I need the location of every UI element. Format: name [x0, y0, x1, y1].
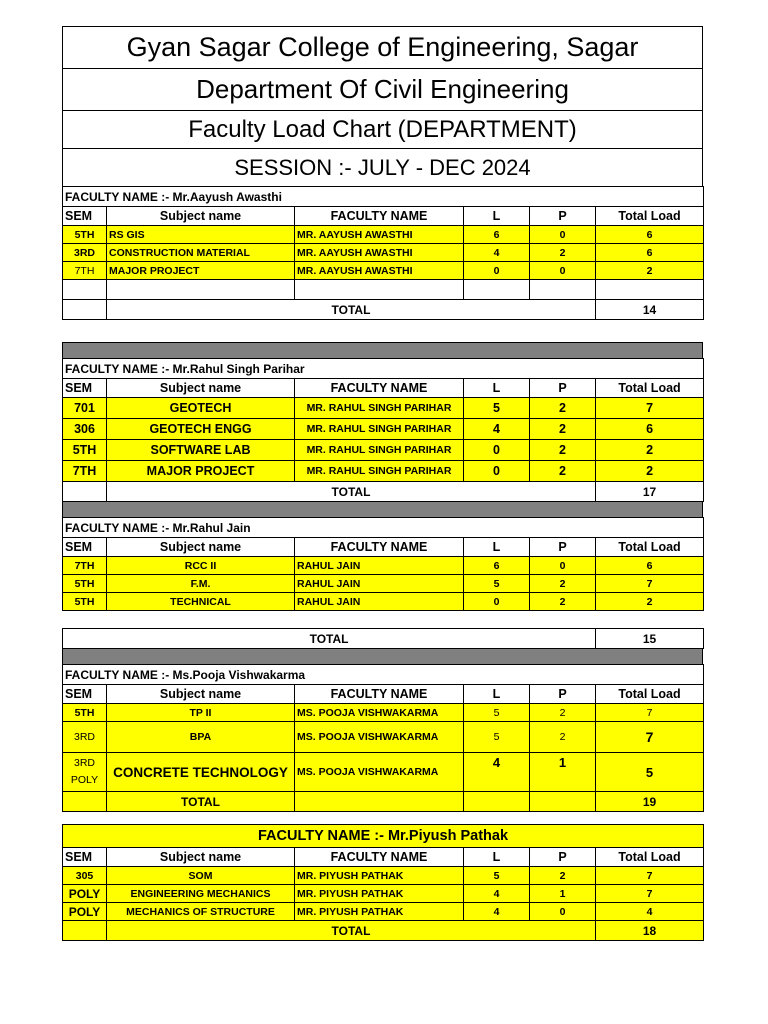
cell-l: 5 — [464, 704, 530, 722]
table-row — [63, 398, 704, 419]
cell-subject: SOFTWARE LAB — [107, 440, 295, 461]
faculty-header: FACULTY NAME :- Mr.Piyush Pathak — [63, 825, 704, 848]
cell-sem: 7TH — [63, 461, 107, 482]
cell-total: 6 — [596, 419, 704, 440]
cell-subject: CONSTRUCTION MATERIAL — [107, 244, 295, 262]
col-sem: SEM — [63, 207, 107, 226]
cell-l: 4 — [464, 753, 530, 792]
col-total: Total Load — [596, 848, 704, 867]
cell-subject: TP II — [107, 704, 295, 722]
faculty-header: FACULTY NAME :- Mr.Aayush Awasthi — [63, 187, 704, 207]
cell-l: 4 — [464, 885, 530, 903]
col-l: L — [464, 207, 530, 226]
cell-subject: TECHNICAL — [107, 593, 295, 611]
cell-l: 6 — [464, 557, 530, 575]
cell-total: 6 — [596, 226, 704, 244]
cell-l: 0 — [464, 593, 530, 611]
faculty-table-pooja — [62, 664, 704, 812]
col-l: L — [464, 848, 530, 867]
faculty-table-aayush — [62, 186, 704, 320]
cell-sem: 5TH — [63, 704, 107, 722]
col-l: L — [464, 538, 530, 557]
cell-faculty: MR. RAHUL SINGH PARIHAR — [295, 398, 464, 419]
department-title: Department Of Civil Engineering — [62, 68, 703, 110]
table-row — [63, 885, 704, 903]
col-sem: SEM — [63, 848, 107, 867]
cell-total: 5 — [596, 753, 704, 792]
table-row — [63, 575, 704, 593]
total-row — [63, 300, 704, 320]
col-faculty: FACULTY NAME — [295, 207, 464, 226]
cell-total: 2 — [596, 262, 704, 280]
table-row — [63, 461, 704, 482]
col-total: Total Load — [596, 207, 704, 226]
cell-sem: 5TH — [63, 575, 107, 593]
col-faculty: FACULTY NAME — [295, 379, 464, 398]
table-row — [63, 262, 704, 280]
cell-l: 4 — [464, 419, 530, 440]
total-value: 18 — [596, 921, 704, 941]
table-row — [63, 419, 704, 440]
cell-l: 0 — [464, 461, 530, 482]
table-row — [63, 867, 704, 885]
total-value: 15 — [596, 629, 704, 649]
cell-total: 2 — [596, 593, 704, 611]
table-row — [63, 704, 704, 722]
cell-total: 7 — [596, 575, 704, 593]
total-row — [63, 629, 704, 649]
col-faculty: FACULTY NAME — [295, 848, 464, 867]
cell-total: 7 — [596, 885, 704, 903]
total-label: TOTAL — [107, 921, 596, 941]
col-sem: SEM — [63, 538, 107, 557]
cell-p: 2 — [530, 575, 596, 593]
cell-sem-line1: 3RD — [73, 757, 95, 769]
col-subject: Subject name — [107, 379, 295, 398]
cell-sem: 7TH — [63, 262, 107, 280]
cell-subject: CONCRETE TECHNOLOGY — [107, 753, 295, 792]
total-label: TOTAL — [107, 792, 295, 812]
cell-total: 2 — [596, 461, 704, 482]
cell-subject: BPA — [107, 722, 295, 753]
total-value: 19 — [596, 792, 704, 812]
cell-total: 6 — [596, 244, 704, 262]
cell-p: 0 — [530, 226, 596, 244]
col-p: P — [530, 848, 596, 867]
load-chart-sheet — [62, 26, 703, 941]
cell-subject: RS GIS — [107, 226, 295, 244]
cell-p: 2 — [530, 419, 596, 440]
cell-p: 1 — [530, 885, 596, 903]
col-subject: Subject name — [107, 848, 295, 867]
cell-faculty: MR. PIYUSH PATHAK — [295, 885, 464, 903]
college-title: Gyan Sagar College of Engineering, Sagar — [62, 26, 703, 68]
cell-p: 1 — [530, 753, 596, 792]
faculty-table-rahul-singh — [62, 358, 704, 502]
cell-p: 2 — [530, 704, 596, 722]
cell-total: 7 — [596, 398, 704, 419]
cell-p: 2 — [530, 244, 596, 262]
cell-sem: 701 — [63, 398, 107, 419]
session-title: SESSION :- JULY - DEC 2024 — [62, 148, 703, 186]
col-faculty: FACULTY NAME — [295, 538, 464, 557]
cell-p: 2 — [530, 461, 596, 482]
empty-row — [63, 280, 704, 300]
cell-subject: F.M. — [107, 575, 295, 593]
faculty-table-rahul-jain — [62, 517, 704, 611]
table-row — [63, 722, 704, 753]
cell-faculty: RAHUL JAIN — [295, 557, 464, 575]
cell-faculty: MR. AAYUSH AWASTHI — [295, 262, 464, 280]
cell-faculty: MR. PIYUSH PATHAK — [295, 867, 464, 885]
cell-subject: ENGINEERING MECHANICS — [107, 885, 295, 903]
cell-sem-line2: POLY — [70, 774, 99, 786]
cell-p: 2 — [530, 867, 596, 885]
col-subject: Subject name — [107, 538, 295, 557]
total-label: TOTAL — [63, 629, 596, 649]
faculty-header: FACULTY NAME :- Ms.Pooja Vishwakarma — [63, 665, 704, 685]
table-row — [63, 226, 704, 244]
cell-total: 6 — [596, 557, 704, 575]
cell-subject: RCC II — [107, 557, 295, 575]
col-l: L — [464, 379, 530, 398]
col-subject: Subject name — [107, 685, 295, 704]
cell-sem: POLY — [63, 903, 107, 921]
cell-sem: POLY — [63, 885, 107, 903]
cell-sem — [63, 753, 107, 792]
cell-sem: 5TH — [63, 440, 107, 461]
faculty-header: FACULTY NAME :- Mr.Rahul Singh Parihar — [63, 359, 704, 379]
col-p: P — [530, 379, 596, 398]
cell-faculty: RAHUL JAIN — [295, 593, 464, 611]
cell-sem: 5TH — [63, 593, 107, 611]
cell-faculty: MR. PIYUSH PATHAK — [295, 903, 464, 921]
cell-l: 5 — [464, 867, 530, 885]
cell-p: 2 — [530, 722, 596, 753]
cell-faculty: MR. AAYUSH AWASTHI — [295, 226, 464, 244]
cell-sem: 306 — [63, 419, 107, 440]
total-value: 14 — [596, 300, 704, 320]
table-row — [63, 440, 704, 461]
col-faculty: FACULTY NAME — [295, 685, 464, 704]
cell-subject: MAJOR PROJECT — [107, 461, 295, 482]
col-total: Total Load — [596, 379, 704, 398]
total-row — [63, 921, 704, 941]
table-row — [63, 244, 704, 262]
cell-l: 5 — [464, 398, 530, 419]
separator-bar — [62, 649, 703, 664]
total-value: 17 — [596, 482, 704, 502]
table-row — [63, 903, 704, 921]
total-label: TOTAL — [107, 482, 596, 502]
cell-subject: MECHANICS OF STRUCTURE — [107, 903, 295, 921]
cell-faculty: MR. RAHUL SINGH PARIHAR — [295, 419, 464, 440]
cell-p: 0 — [530, 557, 596, 575]
cell-total: 4 — [596, 903, 704, 921]
cell-l: 0 — [464, 440, 530, 461]
separator-bar — [62, 342, 703, 358]
col-p: P — [530, 685, 596, 704]
cell-sem: 3RD — [63, 244, 107, 262]
faculty-table-piyush — [62, 824, 704, 941]
cell-l: 4 — [464, 903, 530, 921]
table-row — [63, 593, 704, 611]
cell-p: 0 — [530, 903, 596, 921]
cell-total: 7 — [596, 722, 704, 753]
cell-subject: GEOTECH — [107, 398, 295, 419]
separator-bar — [62, 502, 703, 517]
cell-l: 6 — [464, 226, 530, 244]
cell-faculty: RAHUL JAIN — [295, 575, 464, 593]
cell-p: 2 — [530, 593, 596, 611]
faculty-header: FACULTY NAME :- Mr.Rahul Jain — [63, 518, 704, 538]
cell-l: 5 — [464, 722, 530, 753]
col-p: P — [530, 207, 596, 226]
faculty-total-rahul-jain — [62, 628, 704, 649]
cell-sem: 3RD — [63, 722, 107, 753]
col-l: L — [464, 685, 530, 704]
cell-total: 7 — [596, 867, 704, 885]
cell-faculty: MR. RAHUL SINGH PARIHAR — [295, 440, 464, 461]
cell-total: 7 — [596, 704, 704, 722]
cell-subject: GEOTECH ENGG — [107, 419, 295, 440]
cell-subject: SOM — [107, 867, 295, 885]
cell-l: 4 — [464, 244, 530, 262]
cell-subject: MAJOR PROJECT — [107, 262, 295, 280]
col-sem: SEM — [63, 685, 107, 704]
cell-l: 5 — [464, 575, 530, 593]
cell-faculty: MS. POOJA VISHWAKARMA — [295, 753, 464, 792]
table-row — [63, 557, 704, 575]
cell-faculty: MR. AAYUSH AWASTHI — [295, 244, 464, 262]
col-subject: Subject name — [107, 207, 295, 226]
cell-l: 0 — [464, 262, 530, 280]
cell-sem: 7TH — [63, 557, 107, 575]
col-sem: SEM — [63, 379, 107, 398]
col-total: Total Load — [596, 685, 704, 704]
col-p: P — [530, 538, 596, 557]
table-row — [63, 753, 704, 792]
total-row — [63, 792, 704, 812]
cell-p: 0 — [530, 262, 596, 280]
cell-faculty: MS. POOJA VISHWAKARMA — [295, 722, 464, 753]
cell-p: 2 — [530, 440, 596, 461]
total-label: TOTAL — [107, 300, 596, 320]
col-total: Total Load — [596, 538, 704, 557]
cell-sem: 305 — [63, 867, 107, 885]
cell-faculty: MR. RAHUL SINGH PARIHAR — [295, 461, 464, 482]
total-row — [63, 482, 704, 502]
cell-p: 2 — [530, 398, 596, 419]
cell-sem: 5TH — [63, 226, 107, 244]
cell-total: 2 — [596, 440, 704, 461]
cell-faculty: MS. POOJA VISHWAKARMA — [295, 704, 464, 722]
chart-title: Faculty Load Chart (DEPARTMENT) — [62, 110, 703, 148]
